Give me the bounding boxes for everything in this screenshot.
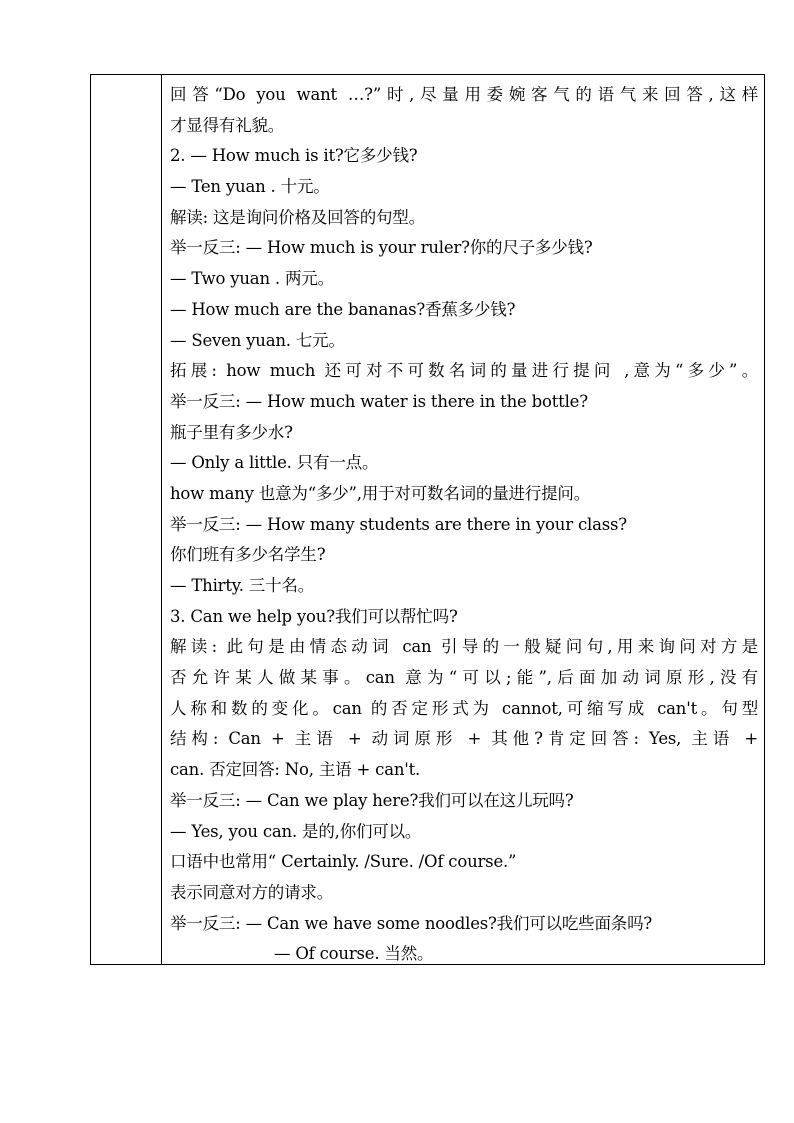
notes-cell xyxy=(162,75,764,964)
text-line: 举一反三: — Can we play here?我们可以在这儿玩吗? xyxy=(170,790,574,810)
text-line: — Two yuan . 两元。 xyxy=(170,269,334,289)
content-table xyxy=(90,74,765,965)
text-line: 举一反三: — Can we have some noodles?我们可以吃些面条吗? xyxy=(170,913,653,933)
text-line: 人称和数的变化。can 的否定形式为 cannot,可缩写成 can't。句型 xyxy=(170,698,758,718)
text-line: 3. Can we help you?我们可以帮忙吗? xyxy=(170,606,458,626)
text-line: 举一反三: — How many students are there in your class? xyxy=(170,514,627,534)
text-line: — Thirty. 三十名。 xyxy=(170,576,314,595)
text-line: 举一反三: — How much water is there in the bottle? xyxy=(170,391,588,411)
text-line: 2. — How much is it?它多少钱? xyxy=(170,146,418,166)
text-line: — Only a little. 只有一点。 xyxy=(170,453,379,473)
left-column-cell xyxy=(91,75,162,964)
text-line: — Yes, you can. 是的,你们可以。 xyxy=(170,821,422,841)
text-line: — Of course. 当然。 xyxy=(274,944,434,964)
text-line: 才显得有礼貌。 xyxy=(170,115,285,135)
text-line: 否允许某人做某事。can 意为“可以;能”,后面加动词原形,没有 xyxy=(170,668,758,688)
text-line: 口语中也常用“ Certainly. /Sure. /Of course.” xyxy=(170,852,517,872)
text-line: 举一反三: — How much is your ruler?你的尺子多少钱? xyxy=(170,238,593,258)
text-line: 表示同意对方的请求。 xyxy=(170,882,334,902)
text-line: 解读: 这是询问价格及回答的句型。 xyxy=(170,207,425,227)
text-line: how many 也意为“多少”,用于对可数名词的量进行提问。 xyxy=(170,483,591,503)
text-line: 拓展: how much 还可对不可数名词的量进行提问 ,意为“多少”。 xyxy=(170,361,758,381)
text-line: 回答“Do you want …?”时,尽量用委婉客气的语气来回答,这样 xyxy=(170,85,758,104)
text-line: 你们班有多少名学生? xyxy=(170,545,326,565)
text-line: 解读: 此句是由情态动词 can 引导的一般疑问句,用来询问对方是 xyxy=(170,637,758,657)
text-line: — Ten yuan . 十元。 xyxy=(170,177,330,197)
text-line: 瓶子里有多少水? xyxy=(170,422,293,442)
text-line: 结构: Can + 主语 + 动词原形 + 其他?肯定回答: Yes, 主语 + xyxy=(170,729,758,749)
text-line: — How much are the bananas?香蕉多少钱? xyxy=(170,299,516,319)
text-line: — Seven yuan. 七元。 xyxy=(170,330,345,350)
text-line: can. 否定回答: No, 主语 + can't. xyxy=(170,760,421,780)
